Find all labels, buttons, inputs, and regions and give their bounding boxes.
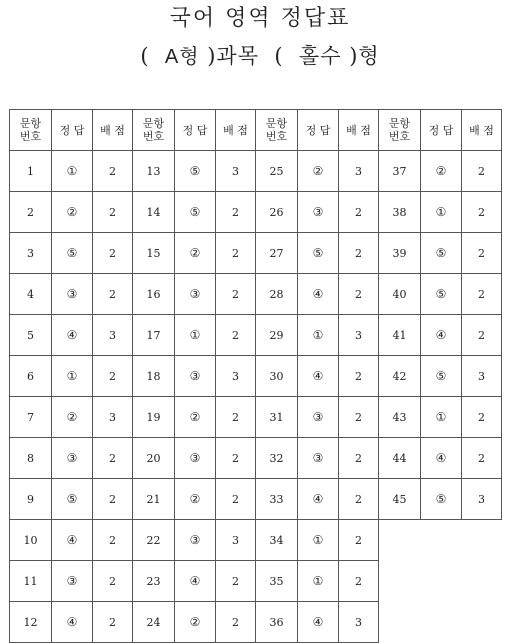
points-cell: 2 xyxy=(216,397,256,438)
question-number-cell: 18 xyxy=(133,356,175,397)
header-points: 배 점 xyxy=(93,110,133,151)
table-row xyxy=(10,520,502,561)
points-cell: 3 xyxy=(216,151,256,192)
header-question-number-line: 번호 xyxy=(388,130,411,143)
question-number-cell: 31 xyxy=(256,397,298,438)
empty-cell xyxy=(421,561,462,602)
question-number-cell: 9 xyxy=(10,479,52,520)
header-question-number xyxy=(10,110,52,151)
table-row xyxy=(10,315,502,356)
question-number-cell: 13 xyxy=(133,151,175,192)
answer-cell: ② xyxy=(52,397,93,438)
answer-cell: ② xyxy=(52,192,93,233)
answer-cell: ⑤ xyxy=(52,479,93,520)
points-cell: 2 xyxy=(216,315,256,356)
question-number-cell: 23 xyxy=(133,561,175,602)
table-row xyxy=(10,397,502,438)
points-cell: 2 xyxy=(93,438,133,479)
header-points: 배 점 xyxy=(216,110,256,151)
answer-cell: ③ xyxy=(175,274,216,315)
points-cell: 3 xyxy=(93,315,133,356)
answer-cell: ④ xyxy=(421,438,462,479)
header-answer: 정 답 xyxy=(175,110,216,151)
answer-cell: ① xyxy=(298,315,339,356)
question-number-cell: 39 xyxy=(379,233,421,274)
question-number-cell: 38 xyxy=(379,192,421,233)
question-number-cell: 16 xyxy=(133,274,175,315)
points-cell: 2 xyxy=(462,192,502,233)
answer-cell: ② xyxy=(298,151,339,192)
question-number-cell: 43 xyxy=(379,397,421,438)
header-answer: 정 답 xyxy=(52,110,93,151)
points-cell: 2 xyxy=(339,274,379,315)
points-cell: 2 xyxy=(216,192,256,233)
header-question-number xyxy=(133,110,175,151)
table-row xyxy=(10,561,502,602)
header-question-number-line: 번호 xyxy=(19,130,42,143)
question-number-cell: 28 xyxy=(256,274,298,315)
question-number-cell: 32 xyxy=(256,438,298,479)
answer-cell: ③ xyxy=(52,438,93,479)
points-cell: 2 xyxy=(462,315,502,356)
question-number-cell: 26 xyxy=(256,192,298,233)
answer-cell: ② xyxy=(175,233,216,274)
subtitle-close-paren-2: )형 xyxy=(349,44,380,68)
points-cell: 2 xyxy=(339,356,379,397)
question-number-cell: 42 xyxy=(379,356,421,397)
points-cell: 3 xyxy=(462,479,502,520)
question-number-cell: 6 xyxy=(10,356,52,397)
table-body xyxy=(10,151,502,643)
answer-cell: ⑤ xyxy=(421,479,462,520)
answer-cell: ① xyxy=(421,192,462,233)
table-row xyxy=(10,602,502,643)
points-cell: 2 xyxy=(93,479,133,520)
table-row xyxy=(10,356,502,397)
header-question-number-line: 문항 xyxy=(19,117,42,130)
points-cell: 3 xyxy=(339,151,379,192)
answer-cell: ① xyxy=(298,520,339,561)
question-number-cell: 24 xyxy=(133,602,175,643)
answer-cell: ⑤ xyxy=(175,151,216,192)
answer-cell: ③ xyxy=(298,438,339,479)
points-cell: 3 xyxy=(339,315,379,356)
header-question-number-line: 문항 xyxy=(142,117,165,130)
points-cell: 3 xyxy=(93,397,133,438)
question-number-cell: 34 xyxy=(256,520,298,561)
points-cell: 2 xyxy=(462,397,502,438)
answer-cell: ④ xyxy=(52,315,93,356)
answer-cell: ⑤ xyxy=(52,233,93,274)
question-number-cell: 12 xyxy=(10,602,52,643)
points-cell: 2 xyxy=(339,192,379,233)
answer-cell: ④ xyxy=(298,356,339,397)
subtitle-open-paren-1: ( xyxy=(140,44,150,68)
answer-cell: ① xyxy=(52,151,93,192)
empty-cell xyxy=(462,602,502,643)
answer-cell: ④ xyxy=(421,315,462,356)
page-title: 국어 영역 정답표 xyxy=(169,6,351,31)
subtitle-open-paren-2: ( xyxy=(274,44,284,68)
points-cell: 2 xyxy=(462,438,502,479)
points-cell: 2 xyxy=(93,274,133,315)
points-cell: 2 xyxy=(339,561,379,602)
answer-cell: ③ xyxy=(298,397,339,438)
points-cell: 3 xyxy=(339,602,379,643)
answer-cell: ④ xyxy=(52,602,93,643)
question-number-cell: 44 xyxy=(379,438,421,479)
points-cell: 2 xyxy=(339,438,379,479)
points-cell: 2 xyxy=(93,602,133,643)
question-number-cell: 14 xyxy=(133,192,175,233)
header-points: 배 점 xyxy=(339,110,379,151)
header-question-number-line: 문항 xyxy=(388,117,411,130)
answer-cell: ② xyxy=(175,397,216,438)
points-cell: 2 xyxy=(339,520,379,561)
answer-cell: ③ xyxy=(175,356,216,397)
header-answer: 정 답 xyxy=(298,110,339,151)
header-question-number-line: 번호 xyxy=(265,130,288,143)
empty-cell xyxy=(421,602,462,643)
test-parity: 홀수 xyxy=(298,44,342,68)
empty-cell xyxy=(462,561,502,602)
table-row xyxy=(10,274,502,315)
empty-cell xyxy=(462,520,502,561)
question-number-cell: 15 xyxy=(133,233,175,274)
answer-cell: ⑤ xyxy=(175,192,216,233)
empty-cell xyxy=(421,520,462,561)
question-number-cell: 10 xyxy=(10,520,52,561)
empty-cell xyxy=(379,561,421,602)
question-number-cell: 45 xyxy=(379,479,421,520)
points-cell: 3 xyxy=(216,356,256,397)
points-cell: 2 xyxy=(216,233,256,274)
answer-cell: ① xyxy=(52,356,93,397)
header-question-number xyxy=(379,110,421,151)
answer-cell: ⑤ xyxy=(421,356,462,397)
points-cell: 2 xyxy=(93,561,133,602)
points-cell: 2 xyxy=(93,520,133,561)
table-row xyxy=(10,151,502,192)
question-number-cell: 37 xyxy=(379,151,421,192)
header-answer: 정 답 xyxy=(421,110,462,151)
answer-key-table xyxy=(9,109,502,643)
header-question-number-line: 번호 xyxy=(142,130,165,143)
points-cell: 2 xyxy=(339,233,379,274)
points-cell: 2 xyxy=(93,233,133,274)
answer-cell: ③ xyxy=(175,520,216,561)
answer-cell: ④ xyxy=(52,520,93,561)
points-cell: 2 xyxy=(462,151,502,192)
table-row xyxy=(10,233,502,274)
answer-cell: ③ xyxy=(298,192,339,233)
points-cell: 2 xyxy=(339,479,379,520)
answer-cell: ② xyxy=(421,151,462,192)
table-row xyxy=(10,479,502,520)
points-cell: 2 xyxy=(339,397,379,438)
points-cell: 2 xyxy=(216,438,256,479)
empty-cell xyxy=(379,520,421,561)
table-row xyxy=(10,438,502,479)
points-cell: 2 xyxy=(462,233,502,274)
answer-cell: ④ xyxy=(298,274,339,315)
answer-cell: ④ xyxy=(298,479,339,520)
table-header-row xyxy=(10,110,502,151)
question-number-cell: 21 xyxy=(133,479,175,520)
empty-cell xyxy=(379,602,421,643)
question-number-cell: 40 xyxy=(379,274,421,315)
header-question-number xyxy=(256,110,298,151)
question-number-cell: 4 xyxy=(10,274,52,315)
points-cell: 2 xyxy=(216,602,256,643)
header-question-number-line: 문항 xyxy=(265,117,288,130)
question-number-cell: 5 xyxy=(10,315,52,356)
question-number-cell: 22 xyxy=(133,520,175,561)
answer-cell: ⑤ xyxy=(421,274,462,315)
page-subtitle xyxy=(0,40,520,72)
question-number-cell: 33 xyxy=(256,479,298,520)
points-cell: 2 xyxy=(462,274,502,315)
question-number-cell: 41 xyxy=(379,315,421,356)
question-number-cell: 17 xyxy=(133,315,175,356)
question-number-cell: 20 xyxy=(133,438,175,479)
header-points: 배 점 xyxy=(462,110,502,151)
question-number-cell: 25 xyxy=(256,151,298,192)
answer-cell: ② xyxy=(175,479,216,520)
subtitle-close-paren-1: )과목 xyxy=(207,44,259,68)
points-cell: 3 xyxy=(216,520,256,561)
question-number-cell: 35 xyxy=(256,561,298,602)
points-cell: 2 xyxy=(93,192,133,233)
answer-cell: ① xyxy=(421,397,462,438)
question-number-cell: 30 xyxy=(256,356,298,397)
answer-cell: ① xyxy=(298,561,339,602)
question-number-cell: 29 xyxy=(256,315,298,356)
question-number-cell: 3 xyxy=(10,233,52,274)
question-number-cell: 27 xyxy=(256,233,298,274)
answer-cell: ③ xyxy=(175,438,216,479)
points-cell: 2 xyxy=(216,561,256,602)
points-cell: 2 xyxy=(216,274,256,315)
answer-cell: ② xyxy=(175,602,216,643)
question-number-cell: 19 xyxy=(133,397,175,438)
points-cell: 3 xyxy=(462,356,502,397)
question-number-cell: 11 xyxy=(10,561,52,602)
question-number-cell: 8 xyxy=(10,438,52,479)
question-number-cell: 36 xyxy=(256,602,298,643)
points-cell: 2 xyxy=(93,356,133,397)
question-number-cell: 2 xyxy=(10,192,52,233)
points-cell: 2 xyxy=(216,479,256,520)
table-row xyxy=(10,192,502,233)
answer-cell: ③ xyxy=(52,274,93,315)
answer-cell: ③ xyxy=(52,561,93,602)
test-type: A형 xyxy=(164,46,200,68)
answer-cell: ⑤ xyxy=(421,233,462,274)
question-number-cell: 7 xyxy=(10,397,52,438)
points-cell: 2 xyxy=(93,151,133,192)
answer-cell: ④ xyxy=(298,602,339,643)
answer-cell: ④ xyxy=(175,561,216,602)
question-number-cell: 1 xyxy=(10,151,52,192)
answer-cell: ⑤ xyxy=(298,233,339,274)
answer-cell: ① xyxy=(175,315,216,356)
